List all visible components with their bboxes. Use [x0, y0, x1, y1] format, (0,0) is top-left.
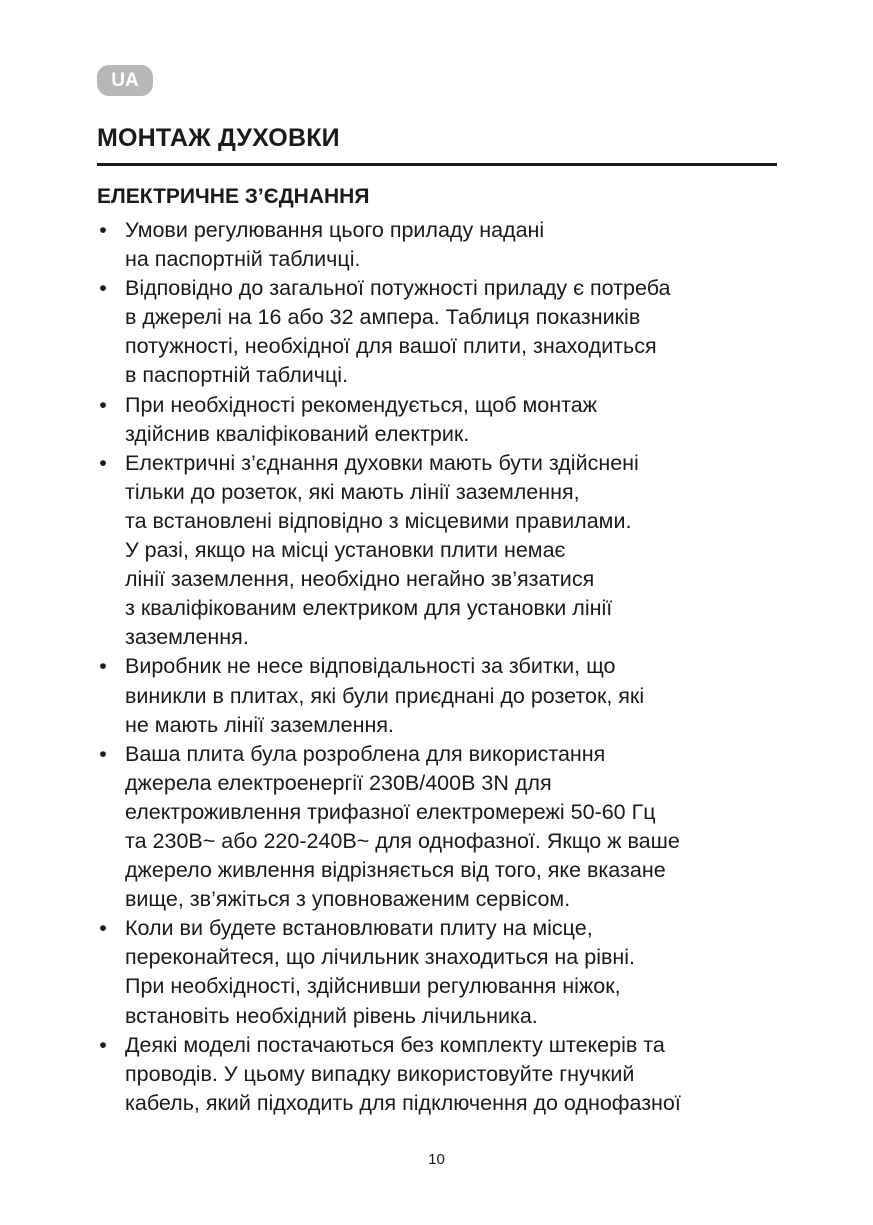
bullet-icon: • [99, 741, 107, 766]
list-item [97, 652, 773, 739]
list-item-text-line: Виробник не несе відповідальності за збитки, що [125, 654, 616, 679]
language-badge: UA [97, 65, 153, 96]
list-item-text-line: електроживлення трифазної електромережі 50-60 Гц [125, 799, 656, 824]
list-item-text-line: не мають лінії заземлення. [125, 712, 394, 737]
list-item-text-line: джерела електроенергії 230В/400В 3N для [125, 770, 552, 795]
list-item [97, 274, 773, 390]
bullet-icon: • [99, 392, 107, 417]
list-item-text-line: виникли в плитах, які були приєднані до розеток, які [125, 683, 645, 708]
list-item-text-line: встановіть необхідний рівень лічильника. [125, 1003, 538, 1028]
bullet-icon: • [99, 916, 107, 941]
list-item-text-line: та встановлені відповідно з місцевими правилами. [125, 508, 632, 533]
list-item [97, 740, 773, 915]
list-item-text-line: з кваліфікованим електриком для установки лінії [125, 596, 613, 621]
bullet-list [97, 216, 773, 1118]
list-item-text-line: При необхідності, здійснивши регулювання ніжок, [125, 974, 621, 999]
list-item-text-line: та 230В~ або 220-240В~ для однофазної. Якщо ж ваше [125, 828, 680, 853]
list-item-text-line: тільки до розеток, які мають лінії заземлення, [125, 479, 580, 504]
page-number: 10 [428, 1151, 445, 1168]
page-title: МОНТАЖ ДУХОВКИ [97, 124, 340, 152]
list-item-text-line: У разі, якщо на місці установки плити немає [125, 538, 566, 563]
list-item-text-line: Відповідно до загальної потужності приладу є потреба [125, 276, 671, 301]
list-item-text-line: Деякі моделі постачаються без комплекту штекерів та [125, 1032, 665, 1057]
list-item-text-line: здійснив кваліфікований електрик. [125, 421, 470, 446]
list-item [97, 1031, 773, 1118]
list-item-text-line: переконайтеся, що лічильник знаходиться на рівні. [125, 945, 636, 970]
list-item-text-line: в паспортній табличці. [125, 363, 349, 388]
bullet-icon: • [99, 1032, 107, 1057]
list-item-text-line: на паспортній табличці. [125, 247, 361, 272]
list-item-text-line: проводів. У цьому випадку використовуйте гнучкий [125, 1061, 635, 1086]
list-item-text-line: джерело живлення відрізняється від того, яке вказане [125, 858, 666, 883]
bullet-icon: • [99, 276, 107, 301]
list-item [97, 391, 773, 449]
list-item-text-line: вище, зв’яжіться з уповноваженим сервісом. [125, 887, 571, 912]
list-item-text-line: в джерелі на 16 або 32 ампера. Таблиця показників [125, 305, 641, 330]
bullet-icon: • [99, 654, 107, 679]
list-item-text-line: заземлення. [125, 625, 249, 650]
list-item-text-line: При необхідності рекомендується, щоб монтаж [125, 392, 598, 417]
list-item-text-line: Коли ви будете встановлювати плиту на місце, [125, 916, 593, 941]
list-item-text-line: лінії заземлення, необхідно негайно зв’язатися [125, 567, 595, 592]
list-item-text-line: потужності, необхідної для вашої плити, знаходиться [125, 334, 657, 359]
bullet-icon: • [99, 218, 107, 242]
list-item-text-line: кабель, який підходить для підключення до однофазної [125, 1090, 681, 1115]
title-divider [97, 163, 777, 166]
list-item [97, 216, 773, 274]
list-item [97, 914, 773, 1030]
list-item [97, 449, 773, 653]
list-item-text-line: Електричні з’єднання духовки мають бути здійснені [125, 450, 639, 475]
bullet-icon: • [99, 450, 107, 475]
section-heading: ЕЛЕКТРИЧНЕ З’ЄДНАННЯ [97, 185, 370, 208]
list-item-text-line: Умови регулювання цього приладу надані [125, 218, 545, 242]
list-item-text-line: Ваша плита була розроблена для використання [125, 741, 606, 766]
